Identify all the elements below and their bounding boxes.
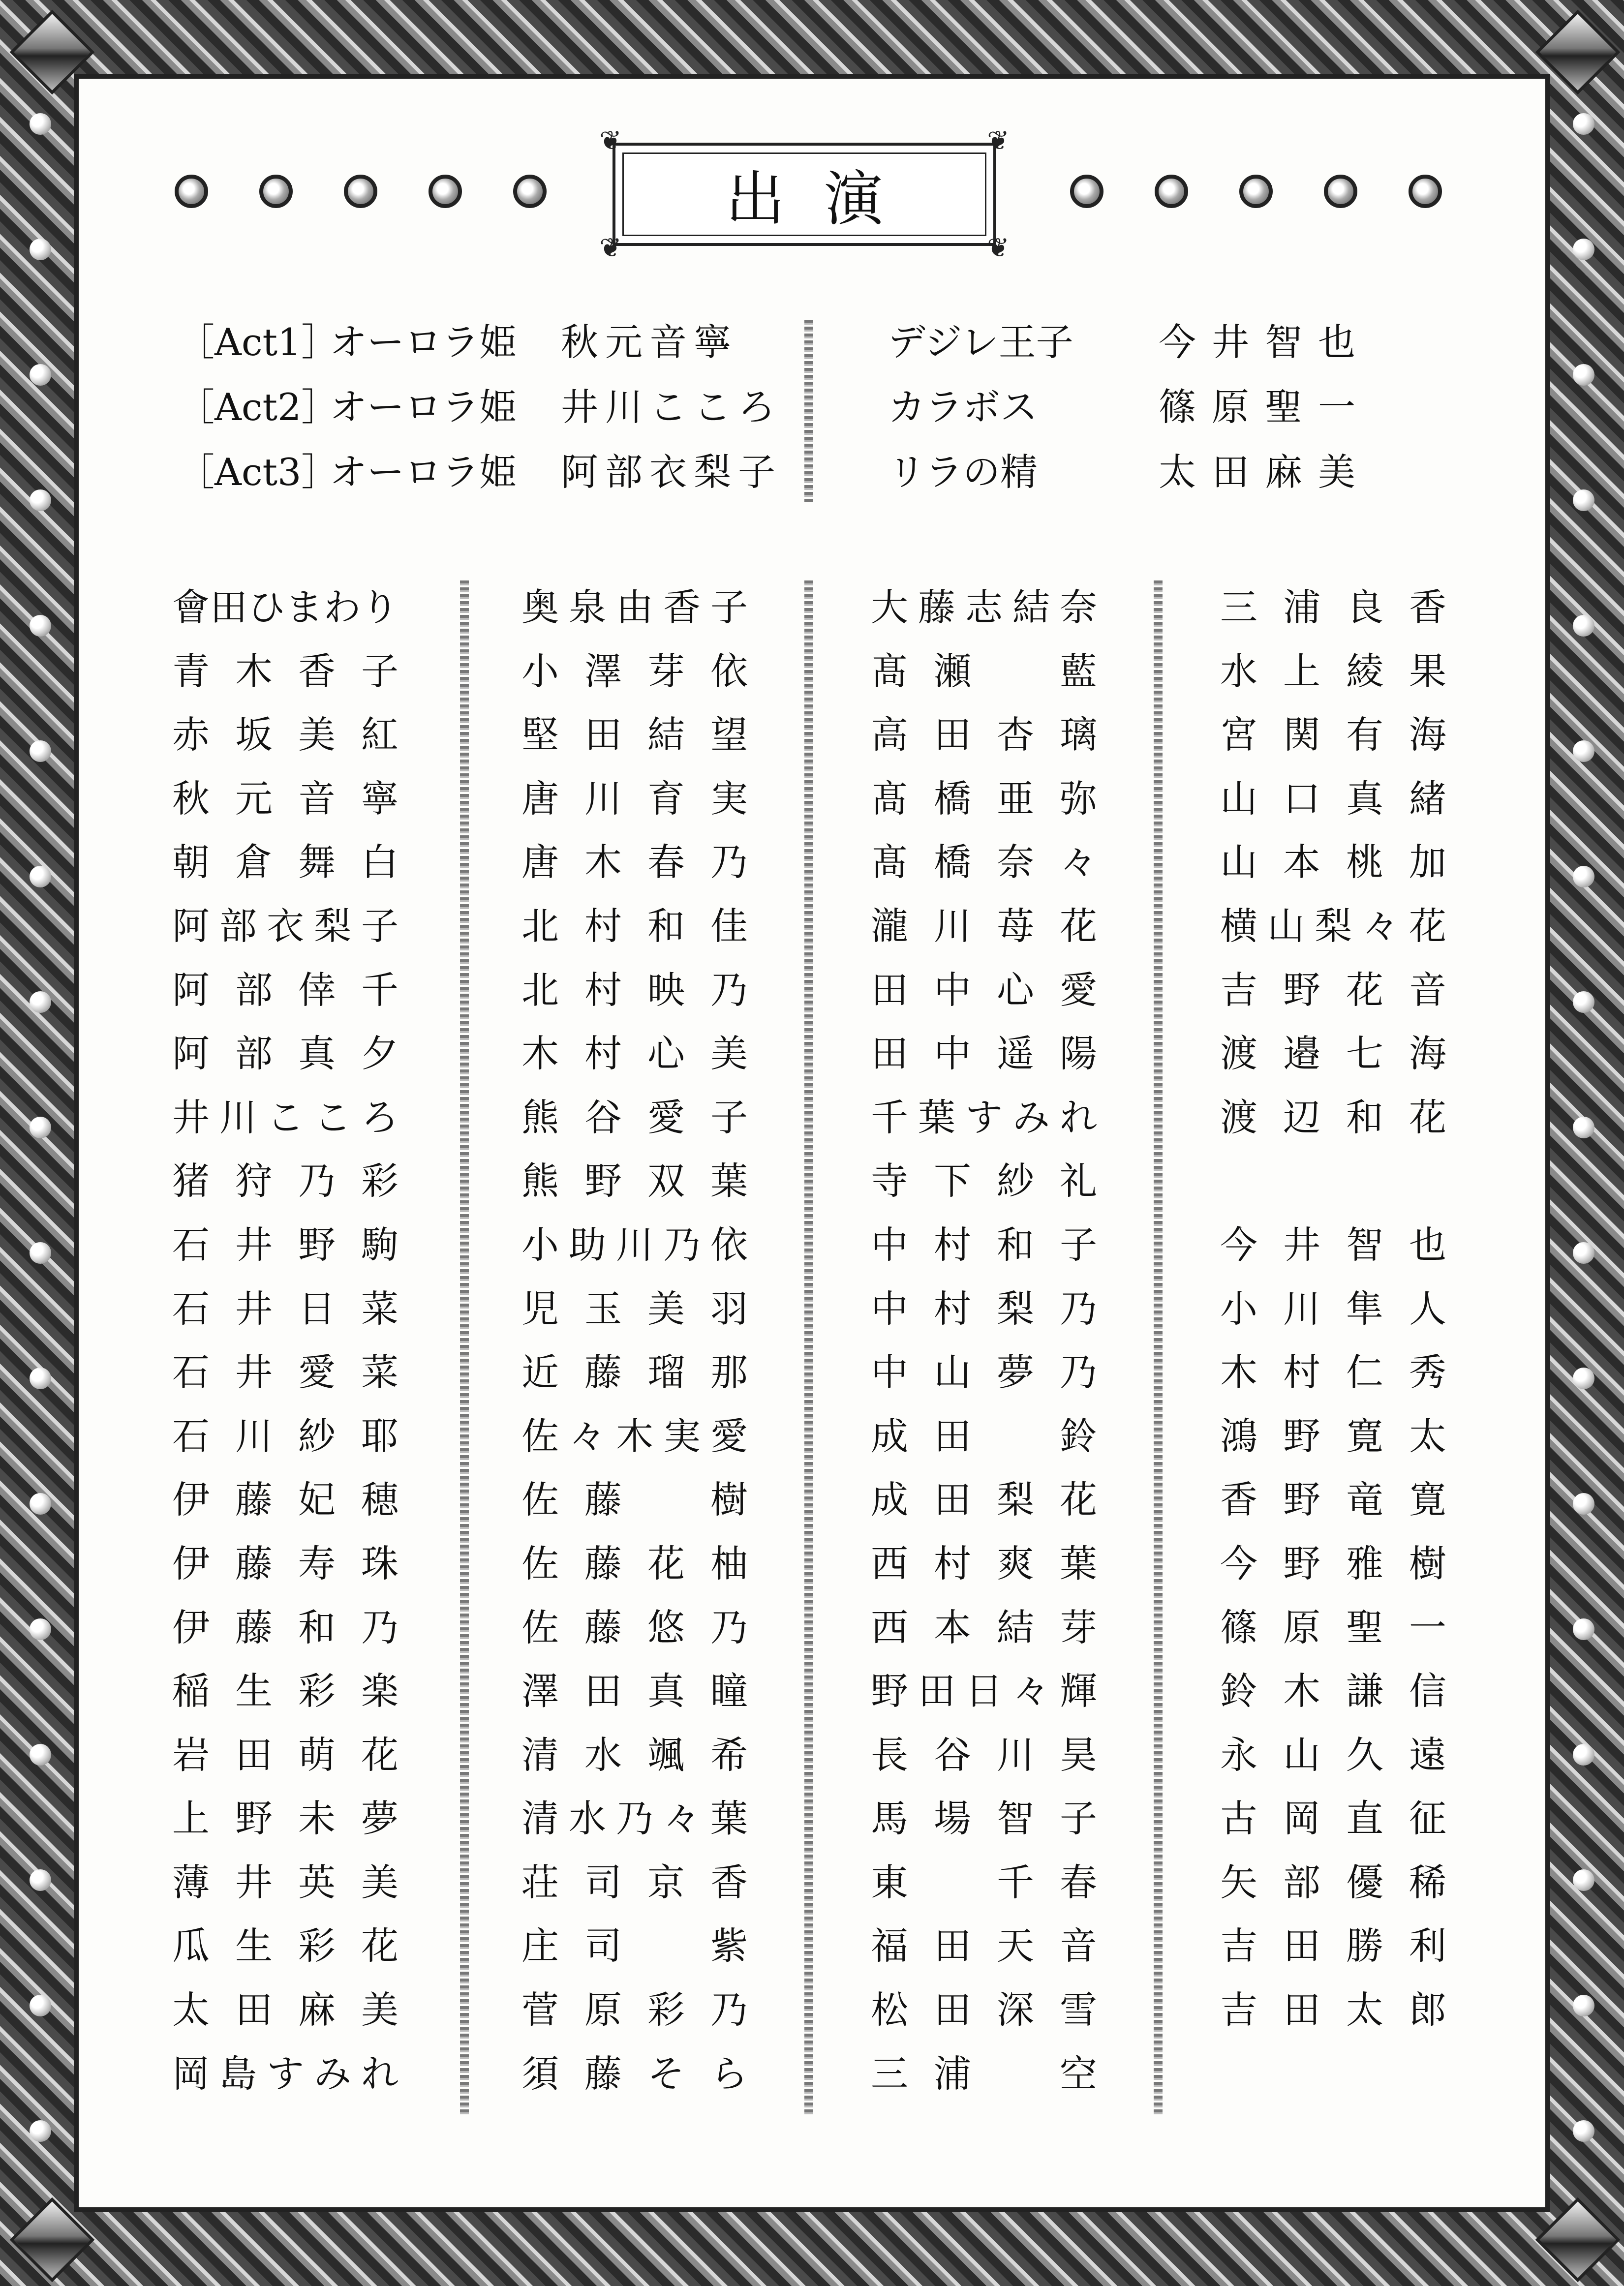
cast-member-name: 古岡直征	[1220, 1797, 1446, 1841]
jewel-icon	[344, 175, 377, 208]
cast-member-name: 篠原聖一	[1220, 1605, 1446, 1649]
cast-member-name: 佐藤 樹	[521, 1478, 748, 1522]
cast-member-name: 荘司京香	[521, 1860, 748, 1904]
flourish-icon: ❦	[987, 232, 1010, 263]
pearl-icon	[30, 489, 51, 511]
cast-member-name: 清水颯希	[521, 1733, 748, 1777]
cast-member-name: 太田麻美	[172, 1988, 398, 2032]
cast-member-name: 吉野花音	[1220, 968, 1446, 1012]
pearl-icon	[30, 1995, 51, 2016]
cast-member-name: 伊藤妃穂	[172, 1478, 398, 1522]
pearl-icon	[1573, 239, 1594, 260]
jewel-icon	[429, 175, 462, 208]
principal-role-row	[177, 440, 782, 505]
cast-member-name: 三浦 空	[871, 2051, 1097, 2096]
cast-member-name: 小助川乃依	[521, 1222, 748, 1267]
pearl-icon	[30, 113, 51, 135]
cast-member-name: 瓜生彩花	[172, 1924, 398, 1968]
flourish-icon: ❦	[599, 232, 622, 263]
cast-member-name: 秋元音寧	[172, 776, 398, 821]
cast-member-name: 佐藤悠乃	[521, 1605, 748, 1649]
principal-roles-left	[177, 310, 782, 505]
cast-member-name: 唐川育実	[521, 776, 748, 821]
cast-member-name: 渡辺和花	[1220, 1095, 1446, 1139]
principal-role-row	[888, 310, 1371, 375]
cast-member-name: 山本桃加	[1220, 840, 1446, 884]
cast-member-name: 須藤そら	[521, 2051, 748, 2096]
cast-member-name: 山口真緒	[1220, 776, 1446, 821]
cast-member-name: 奥泉由香子	[521, 585, 748, 629]
pearl-icon	[1573, 1869, 1594, 1891]
cast-member-name: 吉田勝利	[1220, 1924, 1446, 1968]
cast-member-name: 水上綾果	[1220, 649, 1446, 693]
title-box	[599, 125, 1010, 263]
cast-column-2	[521, 576, 748, 2105]
cast-member-name: 清水乃々葉	[521, 1797, 748, 1841]
role-label: デジレ王子	[888, 320, 1073, 364]
cast-column-1	[172, 576, 398, 2105]
jewel-icon	[1070, 175, 1103, 208]
cast-member-name: 髙橋奈々	[871, 840, 1097, 884]
pearl-icon	[1573, 364, 1594, 386]
pearl-icon	[1573, 1618, 1594, 1640]
cast-member-name: 上野未夢	[172, 1797, 398, 1841]
cast-member-name: 大藤志結奈	[871, 585, 1097, 629]
act-label: ［Act2］	[177, 385, 339, 429]
cast-member-name: 會田ひまわり	[172, 585, 398, 629]
jewel-icon	[175, 175, 208, 208]
cast-member-name: 唐木春乃	[521, 840, 748, 884]
act-label: ［Act3］	[177, 450, 339, 494]
cast-member-name: 近藤瑠那	[521, 1350, 748, 1395]
pearl-icon	[30, 1618, 51, 1640]
column-divider	[460, 580, 469, 2115]
pearl-icon	[30, 740, 51, 762]
jewel-icon	[259, 175, 293, 208]
cast-member-name: 岩田萌花	[172, 1733, 398, 1777]
cast-member-name: 庄司 紫	[521, 1924, 748, 1968]
cast-member-name: 石川紗耶	[172, 1414, 398, 1458]
principal-role-row	[177, 375, 782, 440]
role-label: オーロラ姫	[330, 450, 517, 494]
pearl-icon	[1573, 615, 1594, 637]
cast-member-name: 宮関有海	[1220, 713, 1446, 757]
cast-member-name: 瀧川苺花	[871, 904, 1097, 948]
cast-member-name: 鴻野寛太	[1220, 1414, 1446, 1458]
jewel-icon	[1155, 175, 1188, 208]
cast-member-name: 伊藤和乃	[172, 1605, 398, 1649]
pearl-icon	[1573, 1995, 1594, 2016]
cast-member-name: 西村爽葉	[871, 1541, 1097, 1585]
cast-member-name: 北村和佳	[521, 904, 748, 948]
jewel-icon	[513, 175, 547, 208]
cast-member-name: 菅原彩乃	[521, 1988, 748, 2032]
role-label: カラボス	[888, 385, 1038, 429]
cast-member-name	[1220, 1149, 1446, 1213]
performer-name: 阿部衣梨子	[561, 450, 782, 494]
ornament-row-left	[175, 175, 547, 208]
principal-role-row	[888, 440, 1371, 505]
pearl-icon	[1573, 1493, 1594, 1515]
cast-member-name: 香野竜寛	[1220, 1478, 1446, 1522]
cast-member-name: 小澤芽依	[521, 649, 748, 693]
cast-member-name: 長谷川昊	[871, 1733, 1097, 1777]
cast-member-name: 東 千春	[871, 1860, 1097, 1904]
cast-member-name: 松田深雪	[871, 1988, 1097, 2032]
cast-member-name: 稲生彩楽	[172, 1669, 398, 1713]
cast-member-name: 髙瀬 藍	[871, 649, 1097, 693]
cast-member-name: 中村梨乃	[871, 1286, 1097, 1331]
column-divider	[804, 320, 813, 502]
cast-member-name: 今野雅樹	[1220, 1541, 1446, 1585]
cast-page	[79, 79, 1545, 2207]
cast-member-name: 佐藤花柚	[521, 1541, 748, 1585]
pearl-icon	[1573, 1368, 1594, 1389]
pearl-icon	[1573, 991, 1594, 1013]
jewel-icon	[1324, 175, 1357, 208]
column-divider	[804, 580, 813, 2115]
cast-member-name: 高田杏璃	[871, 713, 1097, 757]
cast-member-name: 佐々木実愛	[521, 1414, 748, 1458]
principal-roles-right	[888, 310, 1371, 505]
cast-member-name: 田中心愛	[871, 968, 1097, 1012]
performer-name: 秋元音寧	[561, 320, 738, 364]
cast-column-3	[871, 576, 1097, 2105]
cast-member-name: 馬場智子	[871, 1797, 1097, 1841]
cast-member-name: 木村心美	[521, 1032, 748, 1076]
pearl-icon	[30, 991, 51, 1013]
pearl-icon	[30, 1117, 51, 1138]
cast-member-name: 井川こころ	[172, 1095, 398, 1139]
cast-member-name: 成田梨花	[871, 1478, 1097, 1522]
act-label: ［Act1］	[177, 320, 339, 364]
pearl-icon	[1573, 1744, 1594, 1766]
cast-member-name: 千葉すみれ	[871, 1095, 1097, 1139]
role-label: オーロラ姫	[330, 320, 517, 364]
pearl-icon	[30, 866, 51, 887]
cast-member-name: 阿部真夕	[172, 1032, 398, 1076]
cast-member-name: 澤田真瞳	[521, 1669, 748, 1713]
jewel-icon	[1239, 175, 1273, 208]
cast-column-4	[1220, 576, 1446, 2105]
cast-member-name: 北村映乃	[521, 968, 748, 1012]
cast-member-name: 西本結芽	[871, 1605, 1097, 1649]
pearl-icon	[1573, 1242, 1594, 1264]
role-label: リラの精	[888, 450, 1038, 494]
cast-member-name: 熊谷愛子	[521, 1095, 748, 1139]
cast-member-name: 赤坂美紅	[172, 713, 398, 757]
cast-member-name: 小川隼人	[1220, 1286, 1446, 1331]
cast-member-name: 永山久遠	[1220, 1733, 1446, 1777]
flourish-icon: ❦	[599, 125, 622, 156]
cast-member-name: 伊藤寿珠	[172, 1541, 398, 1585]
column-divider	[1154, 580, 1163, 2115]
performer-name: 篠原聖一	[1159, 385, 1371, 429]
cast-member-name: 鈴木謙信	[1220, 1669, 1446, 1713]
cast-member-name: 吉田太郎	[1220, 1988, 1446, 2032]
cast-member-name: 児玉美羽	[521, 1286, 748, 1331]
cast-member-name: 矢部優稀	[1220, 1860, 1446, 1904]
cast-member-name: 髙橋亜弥	[871, 776, 1097, 821]
cast-member-name: 中山夢乃	[871, 1350, 1097, 1395]
pearl-icon	[30, 364, 51, 386]
cast-member-name: 木村仁秀	[1220, 1350, 1446, 1395]
ornament-row-right	[1070, 175, 1442, 208]
cast-member-name: 横山梨々花	[1220, 904, 1446, 948]
pearl-icon	[1573, 1117, 1594, 1138]
cast-member-name: 石井愛菜	[172, 1350, 398, 1395]
cast-member-name: 今井智也	[1220, 1222, 1446, 1267]
pearl-icon	[30, 1368, 51, 1389]
cast-member-name: 成田 鈴	[871, 1414, 1097, 1458]
pearl-icon	[1573, 866, 1594, 887]
pearl-icon	[1573, 740, 1594, 762]
role-label: オーロラ姫	[330, 385, 517, 429]
pearl-icon	[30, 1242, 51, 1264]
pearl-icon	[30, 1869, 51, 1891]
cast-member-name: 石井野駒	[172, 1222, 398, 1267]
principal-role-row	[177, 310, 782, 375]
cast-member-name: 石井日菜	[172, 1286, 398, 1331]
page-title: 出演	[726, 165, 922, 234]
pearl-icon	[1573, 2120, 1594, 2142]
cast-member-name: 寺下紗礼	[871, 1159, 1097, 1203]
performer-name: 今井智也	[1159, 320, 1371, 364]
pearl-icon	[30, 1744, 51, 1766]
cast-member-name: 猪狩乃彩	[172, 1159, 398, 1203]
cast-member-name: 岡島すみれ	[172, 2051, 398, 2096]
principal-role-row	[888, 375, 1371, 440]
pearl-icon	[1573, 113, 1594, 135]
pearl-icon	[30, 239, 51, 260]
cast-member-name: 福田天音	[871, 1924, 1097, 1968]
flourish-icon: ❦	[987, 125, 1010, 156]
cast-member-name: 野田日々輝	[871, 1669, 1097, 1713]
cast-member-name: 三浦良香	[1220, 585, 1446, 629]
cast-member-name: 朝倉舞白	[172, 840, 398, 884]
pearl-icon	[30, 615, 51, 637]
cast-member-name	[1220, 2042, 1446, 2106]
cast-member-name: 堅田結望	[521, 713, 748, 757]
cast-member-name: 阿部倖千	[172, 968, 398, 1012]
cast-member-name: 中村和子	[871, 1222, 1097, 1267]
cast-member-name: 青木香子	[172, 649, 398, 693]
cast-member-name: 渡邉七海	[1220, 1032, 1446, 1076]
pearl-icon	[1573, 489, 1594, 511]
performer-name: 太田麻美	[1159, 450, 1371, 494]
cast-member-name: 薄井英美	[172, 1860, 398, 1904]
cast-member-name: 熊野双葉	[521, 1159, 748, 1203]
cast-member-name: 阿部衣梨子	[172, 904, 398, 948]
pearl-icon	[30, 2120, 51, 2142]
jewel-icon	[1409, 175, 1442, 208]
performer-name: 井川こころ	[561, 385, 782, 429]
cast-member-name: 田中遥陽	[871, 1032, 1097, 1076]
pearl-icon	[30, 1493, 51, 1515]
